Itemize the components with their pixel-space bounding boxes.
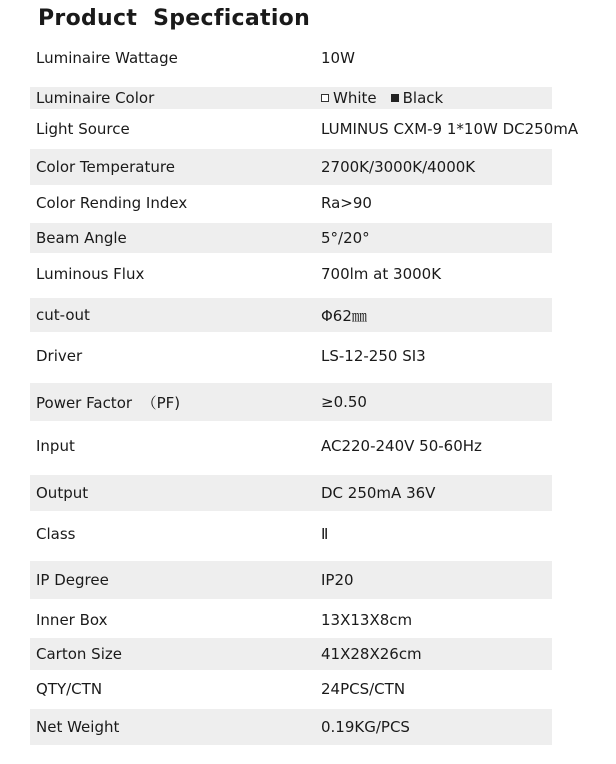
spec-label: Output <box>36 484 89 502</box>
spec-label: Class <box>36 525 76 543</box>
page-title: Product Specfication <box>38 6 311 31</box>
spec-row-color-temperature <box>30 149 552 185</box>
spec-row-light-source <box>30 111 579 147</box>
spec-label: Net Weight <box>36 718 120 736</box>
spec-value: 41X28X26cm <box>321 645 422 663</box>
spec-value: Ⅱ <box>321 525 329 543</box>
spec-label: Light Source <box>36 120 130 138</box>
spec-row-qty <box>30 673 552 705</box>
spec-row-inner-box <box>30 602 552 638</box>
spec-label: Luminaire Wattage <box>36 49 178 67</box>
color-option-black: Black <box>402 89 444 107</box>
spec-value: Φ62㎜ <box>321 306 367 325</box>
spec-label: Power Factor （PF) <box>36 393 181 412</box>
spec-value: LUMINUS CXM-9 1*10W DC250mA <box>321 120 579 138</box>
spec-row-color <box>30 87 552 109</box>
spec-value: AC220-240V 50-60Hz <box>321 437 482 455</box>
color-options <box>321 89 443 107</box>
spec-row-beam-angle <box>30 223 552 253</box>
spec-row-cut-out <box>30 298 552 332</box>
spec-label: Color Temperature <box>36 158 175 176</box>
spec-value: LS-12-250 SI3 <box>321 347 426 365</box>
black-swatch-icon <box>391 94 399 102</box>
spec-label: Carton Size <box>36 645 122 663</box>
spec-value: ≥0.50 <box>321 393 367 411</box>
spec-row-input <box>30 428 552 464</box>
spec-value: 0.19KG/PCS <box>321 718 410 736</box>
spec-row-driver <box>30 338 552 374</box>
spec-value: IP20 <box>321 571 354 589</box>
spec-row-cri <box>30 185 552 221</box>
spec-label: Input <box>36 437 75 455</box>
spec-value: Ra>90 <box>321 194 372 212</box>
spec-label: Inner Box <box>36 611 108 629</box>
spec-row-ip-degree <box>30 561 552 599</box>
spec-label: Driver <box>36 347 83 365</box>
spec-value: 13X13X8cm <box>321 611 413 629</box>
spec-label: QTY/CTN <box>36 680 103 698</box>
spec-row-power-factor <box>30 383 552 421</box>
spec-value: 24PCS/CTN <box>321 680 406 698</box>
spec-row-net-weight <box>30 709 552 745</box>
spec-label: cut-out <box>36 306 90 324</box>
spec-label: IP Degree <box>36 571 109 589</box>
spec-value: 2700K/3000K/4000K <box>321 158 476 176</box>
spec-value: 5°/20° <box>321 229 370 247</box>
spec-row-wattage <box>30 40 552 76</box>
spec-label: Luminous Flux <box>36 265 145 283</box>
spec-row-class <box>30 516 552 552</box>
spec-row-output <box>30 475 552 511</box>
spec-row-carton-size <box>30 638 552 670</box>
spec-row-luminous-flux <box>30 256 552 292</box>
spec-label: Color Rending Index <box>36 194 188 212</box>
spec-value: 10W <box>321 49 355 67</box>
spec-label: Beam Angle <box>36 229 127 247</box>
white-swatch-icon <box>321 94 329 102</box>
color-option-white: White <box>333 89 377 107</box>
spec-value: 700lm at 3000K <box>321 265 442 283</box>
spec-value: DC 250mA 36V <box>321 484 436 502</box>
spec-label: Luminaire Color <box>36 89 155 107</box>
